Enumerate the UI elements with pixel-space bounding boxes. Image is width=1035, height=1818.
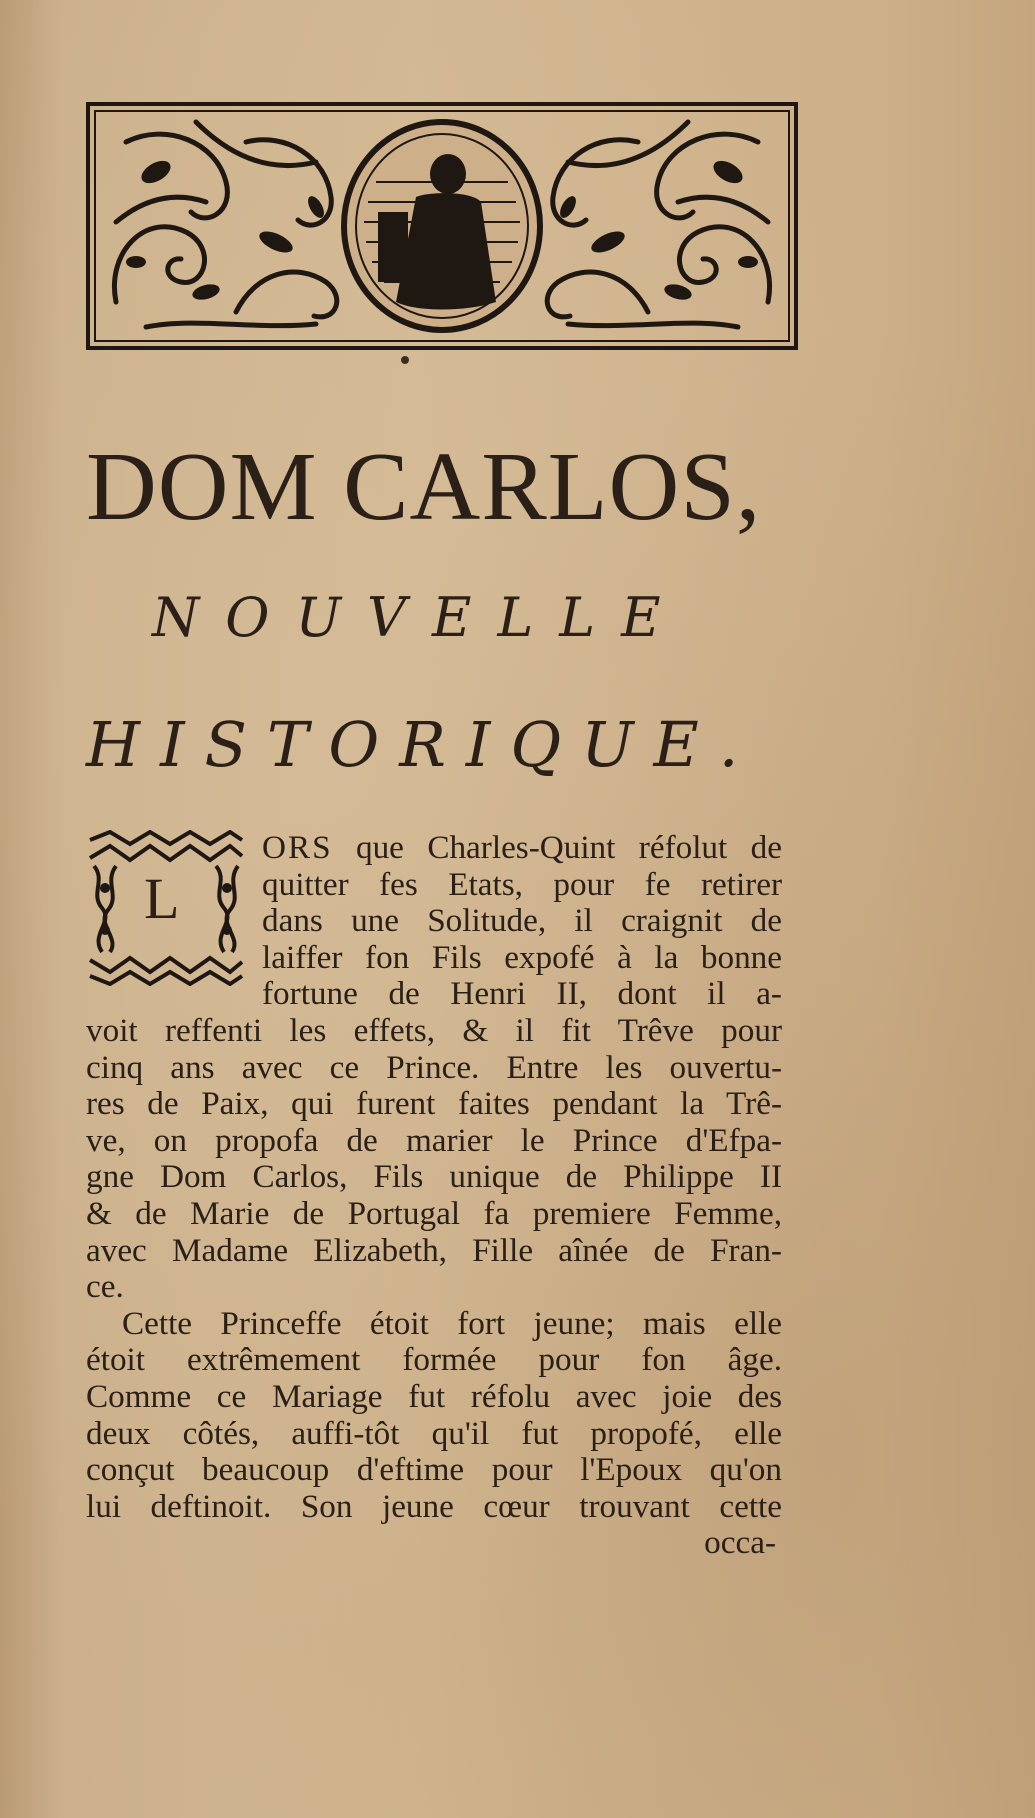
text-line: étoit extrêmement formée pour fon âge. [86, 1341, 782, 1379]
text-line: Comme ce Mariage fut réfolu avec joie des [86, 1377, 782, 1415]
text-line: conçut beaucoup d'eftime pour l'Epoux qu'on [86, 1451, 782, 1489]
text-line: quitter fes Etats, pour fe retirer [262, 865, 782, 903]
body-text [86, 830, 782, 1562]
text-line: voit reffenti les effets, & il fit Trêve pour [86, 1011, 782, 1049]
catchword: occa- [704, 1524, 776, 1562]
text-line: Cette Princeffe étoit fort jeune; mais elle [122, 1304, 782, 1342]
headpiece-ornament-icon [86, 102, 798, 350]
text-line: avec Madame Elizabeth, Fille aînée de Fran- [86, 1231, 782, 1269]
text-line: & de Marie de Portugal fa premiere Femme, [86, 1194, 782, 1232]
first-line-rest: que Charles-Quint réfolut de [332, 829, 782, 866]
subtitle-line-2: HISTORIQUE. [86, 708, 759, 781]
text-line: res de Paix, qui furent faites pendant la Trê- [86, 1085, 782, 1123]
drop-cap-letter: L [144, 866, 180, 931]
text-line: deux côtés, auffi-tôt qu'il fut propofé, elle [86, 1414, 782, 1452]
text-line: ce. [86, 1268, 124, 1306]
text-line: gne Dom Carlos, Fils unique de Philippe II [86, 1158, 782, 1196]
text-line: lui deftinoit. Son jeune cœur trouvant cette [86, 1487, 782, 1525]
text-line: dans une Solitude, il craignit de [262, 902, 782, 940]
text-line-1 [86, 830, 782, 867]
first-word-smallcaps: ORS [262, 829, 333, 866]
text-line: ve, on propofa de marier le Prince d'Efpa- [86, 1121, 782, 1159]
text-line: fortune de Henri II, dont il a- [262, 975, 782, 1013]
subtitle-line-1: NOUVELLE [152, 586, 687, 649]
page-title: DOM CARLOS, [86, 433, 762, 541]
text-line: laiffer fon Fils expofé à la bonne [262, 938, 782, 976]
text-line: cinq ans avec ce Prince. Entre les ouvertu- [86, 1048, 782, 1086]
ornament-dot [401, 356, 409, 364]
